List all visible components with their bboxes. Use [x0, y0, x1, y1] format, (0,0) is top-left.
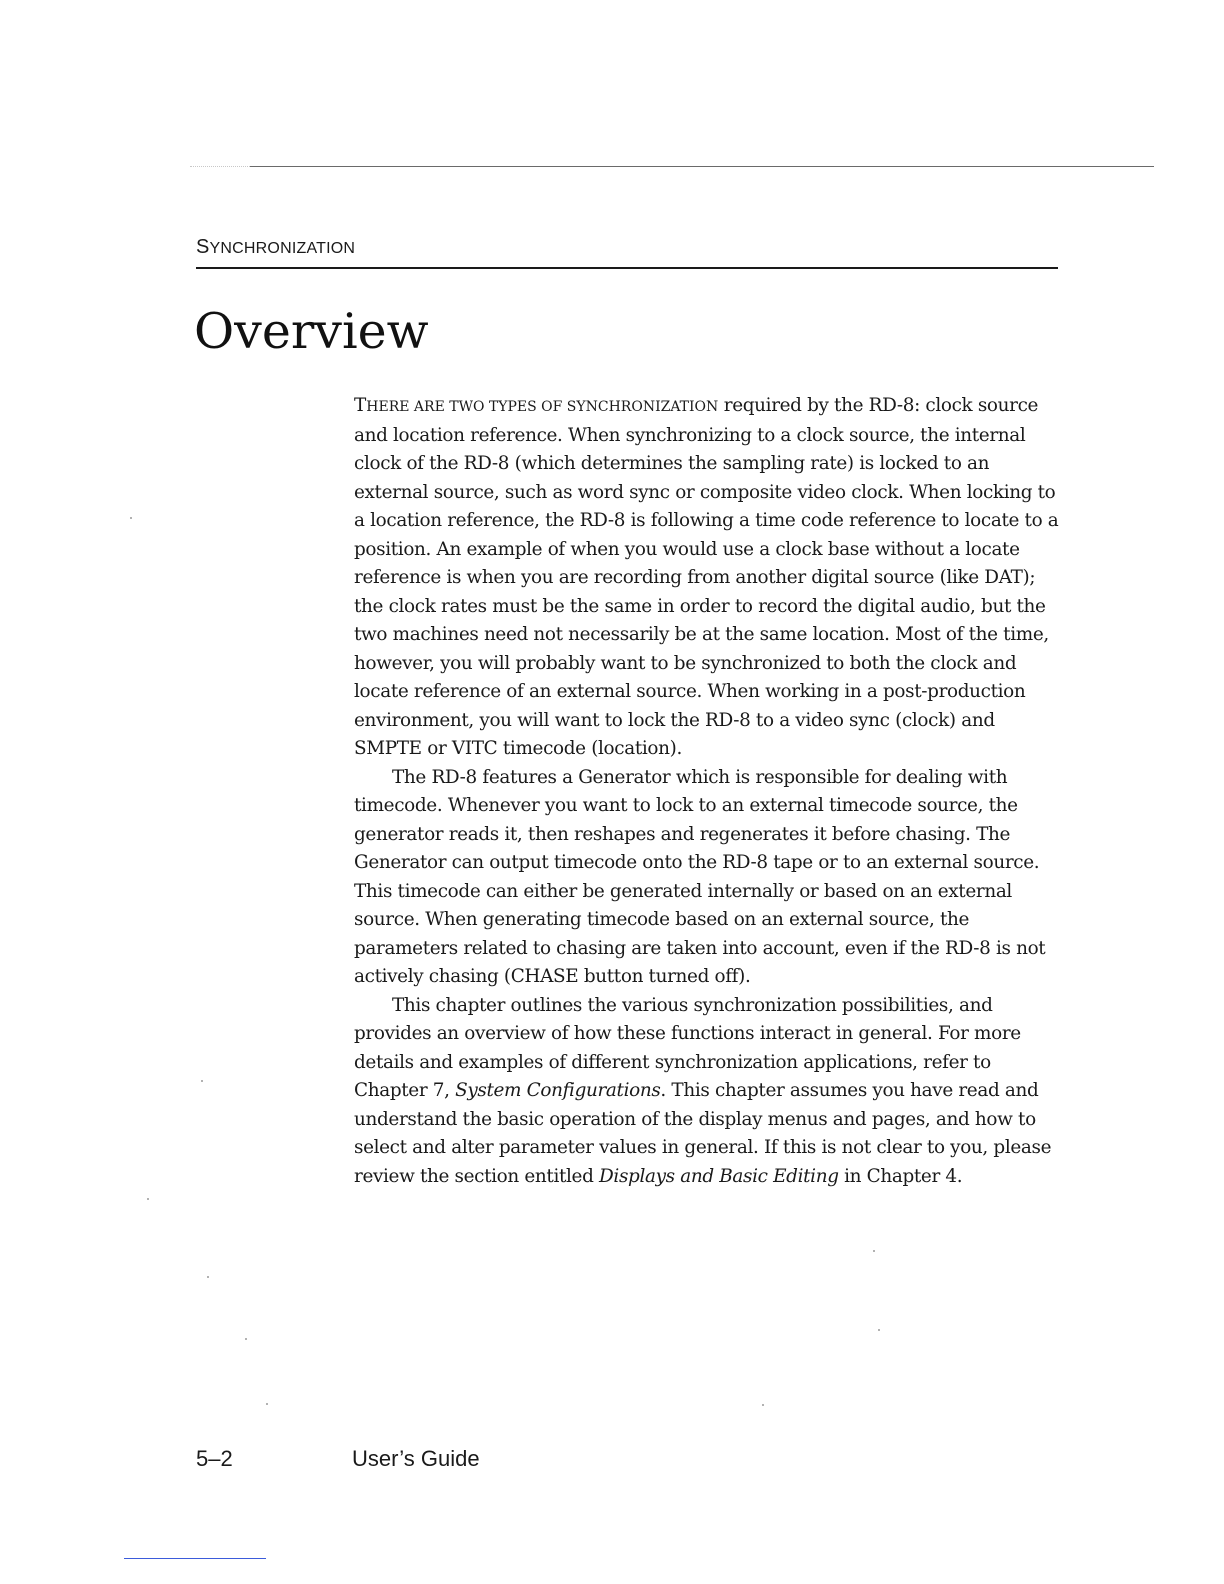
top-rule — [250, 166, 1154, 167]
chapter-reference-italic: System Configurations — [455, 1080, 661, 1101]
scan-speck — [130, 517, 132, 519]
scan-speck — [147, 1198, 149, 1200]
section-reference-italic: Displays and Basic Editing — [599, 1165, 839, 1187]
scan-speck — [878, 1329, 880, 1331]
lead-in-cap: T — [354, 395, 367, 416]
scan-speck — [873, 1250, 875, 1252]
footer-page-number: 5–2 — [196, 1446, 233, 1471]
header-rule — [196, 267, 1058, 269]
paragraph-1 — [354, 392, 1062, 764]
scan-speck — [201, 1080, 203, 1082]
running-head-initial: S — [196, 236, 210, 258]
paragraph-1-text: required by the RD-8: clock source and location reference. When synchronizing to a clock source, the internal clock of the RD-8 (which determines the sampling rate) is locked to an external source, such as word sync or composite video clock. When locking to a location reference, the RD-8 is following a time code reference to locate to a position. An example of when you would use a clock base without a locate reference is when you are recording from another digital source (like DAT); the clock rates must be the same in order to record the digital audio, but the two machines need not necessarily be at the same location. Most of the time, however, you will probably want to be synchronized to both the clock and locate reference of an external source. When working in a post-production environment, you will want to lock the RD-8 to a video sync (clock) and SMPTE or VITC timecode (location). — [354, 395, 1059, 759]
paragraph-3-part-a: This chapter outlines the various synchronization possibilities, and provides an overview of how these functions interact in general. For more details and examples of different synchronization applications, refer to Chapter 7, — [354, 994, 1021, 1101]
top-rule-fade — [190, 166, 250, 167]
scan-speck — [207, 1276, 209, 1278]
lead-in-rest: HERE ARE TWO TYPES OF SYNCHRONIZATION — [366, 399, 719, 415]
running-head-rest: YNCHRONIZATION — [209, 240, 356, 257]
paragraph-3 — [354, 992, 1062, 1192]
scan-speck — [245, 1338, 247, 1340]
body-text — [354, 392, 1062, 1191]
paragraph-3-part-c: in Chapter 4. — [838, 1165, 963, 1187]
lead-in-small-caps — [354, 395, 719, 416]
footer-guide-title: User’s Guide — [352, 1446, 480, 1471]
scan-speck — [266, 1403, 268, 1405]
paragraph-2: The RD-8 features a Generator which is responsible for dealing with timecode. Whenever you want to lock to an external timecode source, the generator reads it, then reshapes and regenerates it before chasing. The Generator can output timecode onto the RD-8 tape or to an external source. This timecode can either be generated internally or based on an external source. When generating timecode based on an external source, the parameters related to chasing are taken into account, even if the RD-8 is not actively chasing (CHASE button turned off). — [354, 766, 1046, 987]
running-head — [196, 236, 355, 259]
page-title: Overview — [194, 303, 429, 360]
paragraph-3-part-b: . This chapter assumes you have read and understand the basic operation of the display menus and pages, and how to select and alter parameter values in general. If this is not clear to you, please review the section entitled — [354, 1080, 1052, 1187]
scan-speck — [762, 1404, 764, 1406]
bottom-rule — [124, 1558, 266, 1559]
